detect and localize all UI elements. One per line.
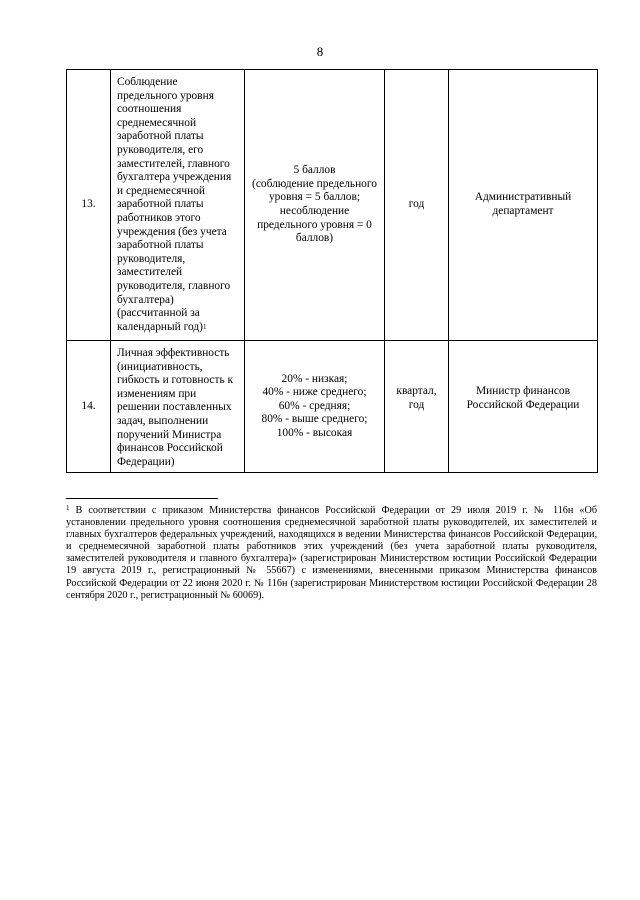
score-line: несоблюдение [279, 205, 350, 217]
responsible-cell [449, 341, 598, 473]
indicator-line: финансов Российской [117, 442, 223, 455]
period-line: год [408, 398, 425, 411]
score-line: уровня = 5 баллов; [268, 191, 361, 204]
footnote-separator [66, 498, 218, 499]
indicator-line: руководителя, главного [117, 279, 231, 292]
score-line: 80% - выше среднего; [261, 413, 368, 426]
responsible-cell [449, 70, 598, 341]
score-line: 5 баллов [293, 164, 336, 177]
indicator-line: (инициативность, [117, 360, 203, 373]
score-line: 60% - средняя; [278, 399, 351, 412]
indicator-line: изменениям при [117, 387, 197, 400]
indicator-line: руководителя, его [117, 143, 204, 156]
responsible-line: Административный [474, 191, 572, 204]
indicator-line: гибкость и готовность к [117, 374, 234, 387]
indicator-line: Личная эффективность [117, 347, 230, 359]
indicator-line: и среднемесячной [117, 184, 206, 197]
period-line: год [408, 198, 425, 211]
row-number: 14. [67, 341, 111, 473]
footnote [66, 505, 597, 602]
score-cell [245, 341, 385, 473]
score-line: баллов) [295, 232, 334, 245]
period-cell [385, 341, 449, 473]
score-line: предельного уровня = 0 [257, 218, 372, 231]
indicator-line: учреждения (без учета [117, 225, 227, 238]
indicator-line: решении поставленных [117, 401, 232, 414]
indicator-line: Федерации) [117, 455, 175, 468]
indicator-line: бухгалтера учреждения [117, 171, 232, 184]
indicator-line: соотношения [117, 103, 182, 116]
indicator-line: Соблюдение [117, 76, 178, 88]
indicator-line [117, 321, 240, 335]
page-number: 8 [316, 44, 324, 59]
indicator-line: бухгалтера) [117, 293, 174, 306]
table-row [67, 341, 598, 473]
indicator-line: заработной платы [117, 239, 204, 252]
indicator-line: работников этого [117, 211, 201, 224]
footnote-text: В соответствии с приказом Министерства финансов Российской Федерации от 29 июля 2019 г. № 116н «Об установлении предельного уровня соотношения среднемесячной заработной платы руководителей, их заместителей и главных бухгалтеров федеральных учреждений, находящихся в ведении Министерства финансов Российской Федерации, и среднемесячной заработной платы работников этих учреждений (без учета заработной платы руководителя, заместителей руководителя и главного бухгалтера)» (зарегистрирован Министерством юстиции Российской Федерации 19 августа 2019 г., регистрационный № 55667) с изменениями, внесенными приказом Министерства финансов Российской Федерации от 22 июня 2020 г. № 116н (зарегистрирован Министерством юстиции Российской Федерации 28 сентября 2020 г., регистрационный № 60069). [66, 505, 598, 601]
indicator-line: (рассчитанной за [117, 307, 200, 320]
responsible-line: департамент [492, 205, 554, 217]
score-line: 20% - низкая; [281, 372, 348, 385]
indicator-line: поручений Министра [117, 428, 222, 441]
table-row [67, 70, 598, 341]
indicator-line: предельного уровня [117, 89, 214, 102]
indicator-line: заработной платы [117, 130, 204, 143]
score-line: 100% - высокая [276, 427, 353, 440]
score-line: (соблюдение предельного [252, 177, 377, 190]
responsible-line: Министр финансов [476, 385, 570, 398]
footnote-reference[interactable]: 1 [202, 322, 207, 331]
indicator-line: заместителей, главного [117, 157, 230, 170]
criteria-table [66, 69, 598, 473]
footnote-mark: 1 [66, 504, 70, 512]
score-cell [245, 70, 385, 341]
indicator-line: руководителя, [117, 252, 186, 265]
indicator-line: заработной платы [117, 198, 204, 211]
responsible-line: Российской Федерации [466, 398, 580, 411]
indicator-line-text: календарный год) [117, 320, 203, 333]
period-cell [385, 70, 449, 341]
indicator-line: среднемесячной [117, 116, 197, 129]
period-line: квартал, [396, 385, 437, 398]
indicator-cell [111, 341, 245, 473]
score-line: 40% - ниже среднего; [262, 386, 367, 399]
indicator-line: заместителей [117, 266, 183, 279]
indicator-line: задач, выполнении [117, 414, 209, 427]
indicator-cell [111, 70, 245, 341]
row-number: 13. [67, 70, 111, 341]
